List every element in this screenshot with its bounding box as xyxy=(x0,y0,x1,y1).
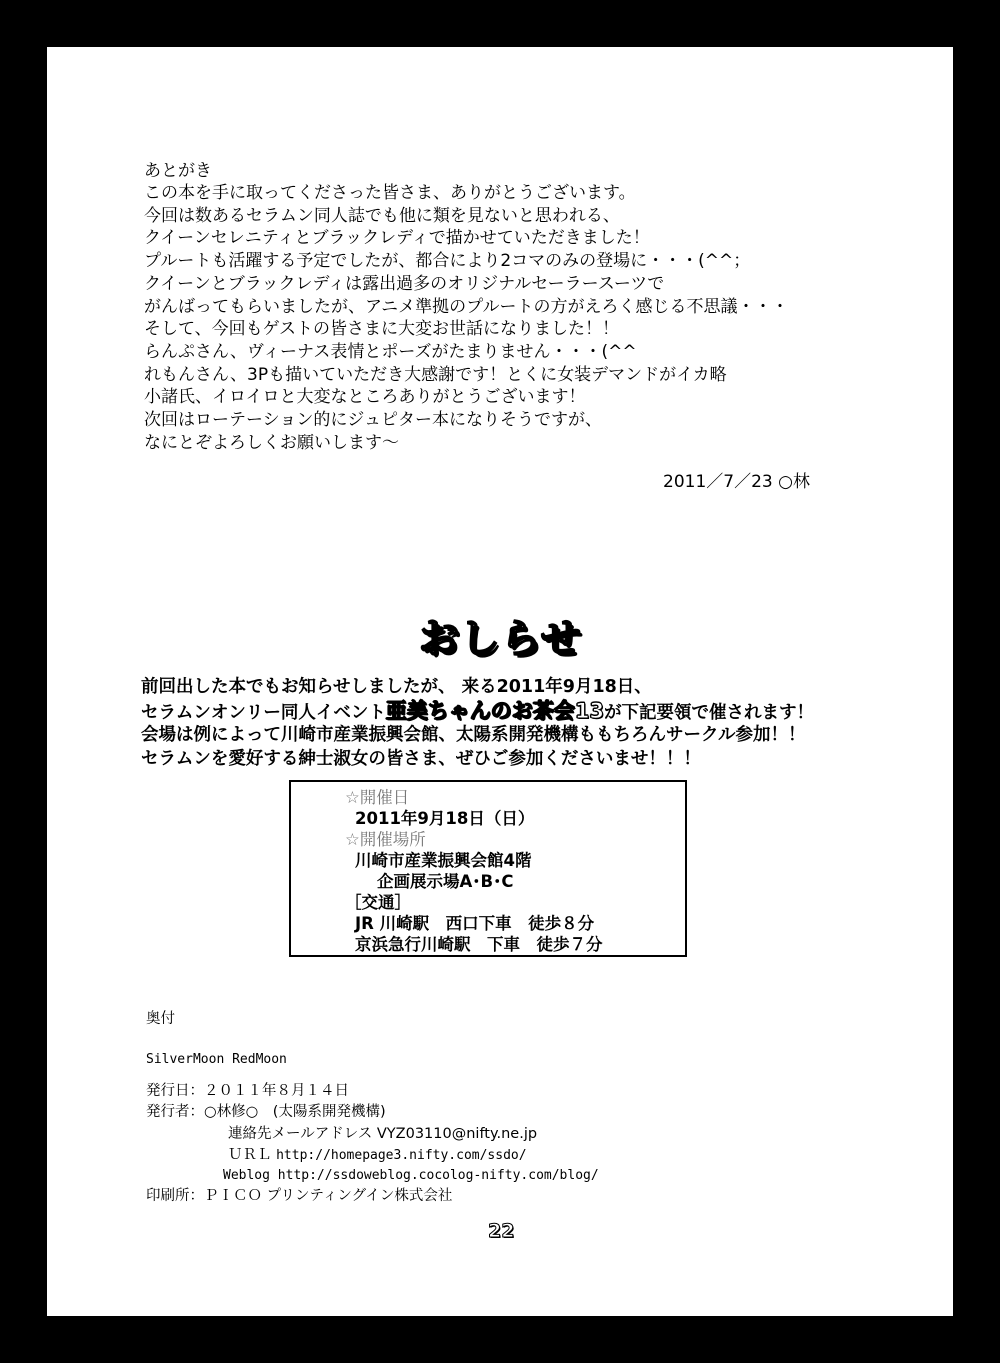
colophon-heading: 奥付 xyxy=(146,1011,175,1027)
page-number: 22 xyxy=(488,1220,515,1242)
afterword-signature: 2011／7／23 ○林 xyxy=(663,472,810,492)
notice-line xyxy=(141,699,814,723)
printer: 印刷所：ＰＩＣＯ プリンティングイン株式会社 xyxy=(146,1188,453,1204)
event-name: 亜美ちゃんのお茶会13 xyxy=(385,699,605,723)
book-page xyxy=(47,47,953,1316)
contact-mail: 連絡先メールアドレス VYZ03110@nifty.ne.jp xyxy=(228,1126,538,1142)
afterword-line: この本を手に取ってくださった皆さま、ありがとうございます。 xyxy=(144,183,636,203)
afterword-line: がんばってもらいましたが、アニメ準拠のプルートの方がえろく感じる不思議・・・ xyxy=(144,296,789,317)
afterword-text xyxy=(144,182,788,454)
weblog-label: Weblog xyxy=(223,1168,270,1183)
weblog-row xyxy=(223,1166,599,1186)
book-title: SilverMoon RedMoon xyxy=(146,1052,287,1067)
url-row xyxy=(228,1145,527,1166)
transport-line: 京浜急行川崎駅 下車 徒歩７分 xyxy=(355,935,603,954)
afterword-line: プルートも活躍する予定でしたが、都合により2コマのみの登場に・・・(^^； xyxy=(144,251,751,272)
notice-line: 前回出した本でもお知らせしましたが、 来る2011年9月18日、 xyxy=(141,677,652,697)
afterword-line: らんぷさん、ヴィーナス表情とポーズがたまりません・・・(^^ xyxy=(144,341,637,362)
issue-date: 発行日：２０１１年８月１４日 xyxy=(146,1083,349,1099)
event-info-box xyxy=(289,780,687,957)
publisher: 発行者：○林修○ (太陽系開発機構) xyxy=(146,1104,386,1120)
afterword-line: そして、今回もゲストの皆さまに大変お世話になりました！！ xyxy=(144,319,619,340)
notice-line: セラムンを愛好する紳士淑女の皆さま、ぜひご参加くださいませ！！！ xyxy=(141,749,701,769)
venue-line: 川崎市産業振興会館4階 xyxy=(355,851,532,870)
notice-line-post: が下記要領で催されます！ xyxy=(604,703,815,723)
notice-title: おしらせ xyxy=(419,616,582,662)
event-date: 2011年9月18日（日） xyxy=(355,809,535,828)
venue-heading: ☆開催場所 xyxy=(345,830,426,849)
notice-text xyxy=(141,675,814,771)
notice-line: 会場は例によって川崎市産業振興会館、太陽系開発機構ももちろんサークル参加！！ xyxy=(141,725,806,745)
afterword-line: れもんさん、3Pも描いていただき大感謝です！とくに女装デマンドがイカ略 xyxy=(144,364,727,385)
url-label: ＵＲＬ xyxy=(228,1147,272,1163)
venue-line: 企画展示場A･B･C xyxy=(377,872,514,891)
weblog-link[interactable]: http://ssdoweblog.cocolog-nifty.com/blog/ xyxy=(277,1168,599,1183)
afterword-line: 小諸氏、イロイロと大変なところありがとうございます！ xyxy=(144,387,586,408)
transport-heading: ［交通］ xyxy=(345,893,411,912)
url-link[interactable]: http://homepage3.nifty.com/ssdo/ xyxy=(276,1148,527,1163)
afterword-line: クイーンとブラックレディは露出過多のオリジナルセーラースーツで xyxy=(144,273,665,294)
date-heading: ☆開催日 xyxy=(345,788,410,807)
transport-line: JR 川崎駅 西口下車 徒歩８分 xyxy=(355,914,595,933)
afterword-heading: あとがき xyxy=(144,161,212,181)
afterword-line: クイーンセレニティとブラックレディで描かせていただきました！ xyxy=(144,228,650,249)
afterword-line: 今回は数あるセラムン同人誌でも他に類を見ないと思われる、 xyxy=(144,205,620,226)
afterword-line: なにとぞよろしくお願いします～ xyxy=(144,432,399,453)
notice-line-pre: セラムンオンリー同人イベント xyxy=(141,703,386,723)
afterword-line: 次回はローテーション的にジュピター本になりそうですが、 xyxy=(144,410,602,431)
